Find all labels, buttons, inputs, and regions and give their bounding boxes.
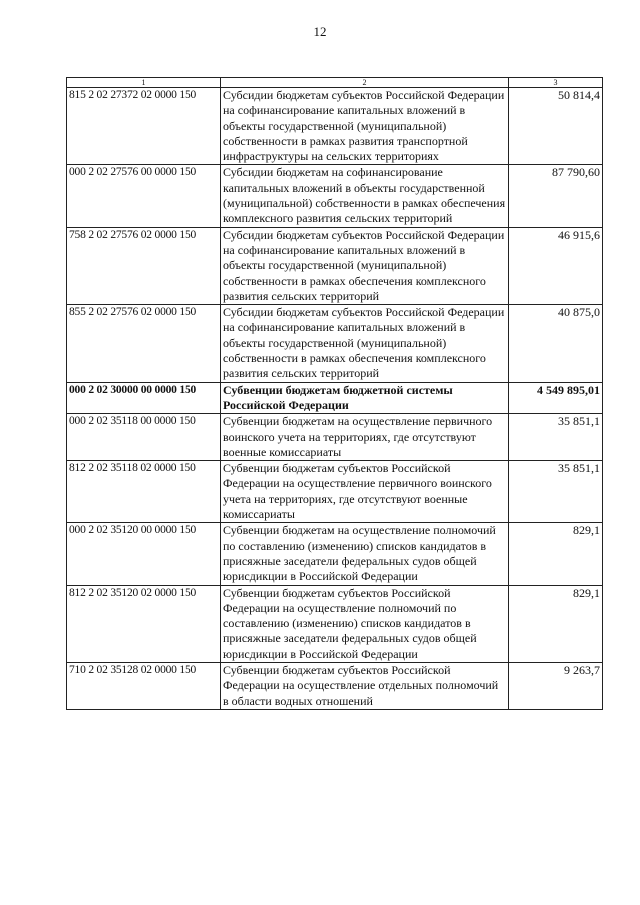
income-name-cell: Субсидии бюджетам субъектов Российской Федерации на софинансирование капитальных вложений в объекты государственной (муниципальной) собственности в рамках обеспечения комплексного развития сельских территорий — [221, 227, 509, 304]
income-name-cell: Субсидии бюджетам на софинансирование капитальных вложений в объекты государственной (муниципальной) собственности в рамках обеспечения комплексного развития сельских территорий — [221, 165, 509, 227]
budget-code-cell: 815 2 02 27372 02 0000 150 — [67, 88, 221, 165]
amount-cell: 35 851,1 — [509, 414, 603, 461]
budget-code-cell: 710 2 02 35128 02 0000 150 — [67, 662, 221, 709]
budget-code-cell: 812 2 02 35118 02 0000 150 — [67, 461, 221, 523]
budget-code-cell: 758 2 02 27576 02 0000 150 — [67, 227, 221, 304]
amount-cell: 4 549 895,01 — [509, 382, 603, 414]
table-row — [67, 414, 603, 461]
amount-cell: 829,1 — [509, 523, 603, 585]
table-row — [67, 227, 603, 304]
table-body — [67, 88, 603, 710]
budget-code-cell: 000 2 02 35120 00 0000 150 — [67, 523, 221, 585]
column-header-code: 1 — [67, 78, 221, 88]
table-row — [67, 305, 603, 382]
column-header-name: 2 — [221, 78, 509, 88]
amount-cell: 40 875,0 — [509, 305, 603, 382]
income-name-cell: Субвенции бюджетам бюджетной системы Российской Федерации — [221, 382, 509, 414]
table-row — [67, 461, 603, 523]
table-row — [67, 88, 603, 165]
column-number-row — [67, 78, 603, 88]
income-name-cell: Субсидии бюджетам субъектов Российской Федерации на софинансирование капитальных вложений в объекты государственной (муниципальной) собственности в рамках обеспечения комплексного развития сельских территорий — [221, 305, 509, 382]
budget-revenue-table — [66, 77, 603, 710]
budget-code-cell: 000 2 02 27576 00 0000 150 — [67, 165, 221, 227]
budget-code-cell: 000 2 02 35118 00 0000 150 — [67, 414, 221, 461]
income-name-cell: Субвенции бюджетам субъектов Российской Федерации на осуществление первичного воинского учета на территориях, где отсутствуют военные комиссариаты — [221, 461, 509, 523]
income-name-cell: Субсидии бюджетам субъектов Российской Федерации на софинансирование капитальных вложений в объекты государственной (муниципальной) собственности в рамках развития транспортной инфраструктуры на сельских территориях — [221, 88, 509, 165]
income-name-cell: Субвенции бюджетам субъектов Российской Федерации на осуществление полномочий по составлению (изменению) списков кандидатов в присяжные заседатели федеральных судов общей юрисдикции в Российской Федерации — [221, 585, 509, 662]
table-row — [67, 165, 603, 227]
budget-code-cell: 812 2 02 35120 02 0000 150 — [67, 585, 221, 662]
amount-cell: 829,1 — [509, 585, 603, 662]
income-name-cell: Субвенции бюджетам субъектов Российской Федерации на осуществление отдельных полномочий в области водных отношений — [221, 662, 509, 709]
amount-cell: 35 851,1 — [509, 461, 603, 523]
amount-cell: 50 814,4 — [509, 88, 603, 165]
column-header-amount: 3 — [509, 78, 603, 88]
amount-cell: 46 915,6 — [509, 227, 603, 304]
budget-code-cell: 000 2 02 30000 00 0000 150 — [67, 382, 221, 414]
table-row — [67, 523, 603, 585]
table-row — [67, 585, 603, 662]
budget-code-cell: 855 2 02 27576 02 0000 150 — [67, 305, 221, 382]
income-name-cell: Субвенции бюджетам на осуществление полномочий по составлению (изменению) списков кандидатов в присяжные заседатели федеральных судов общей юрисдикции в Российской Федерации — [221, 523, 509, 585]
page-number: 12 — [313, 24, 327, 39]
income-name-cell: Субвенции бюджетам на осуществление первичного воинского учета на территориях, где отсутствуют военные комиссариаты — [221, 414, 509, 461]
amount-cell: 9 263,7 — [509, 662, 603, 709]
table-row — [67, 382, 603, 414]
table-row — [67, 662, 603, 709]
amount-cell: 87 790,60 — [509, 165, 603, 227]
